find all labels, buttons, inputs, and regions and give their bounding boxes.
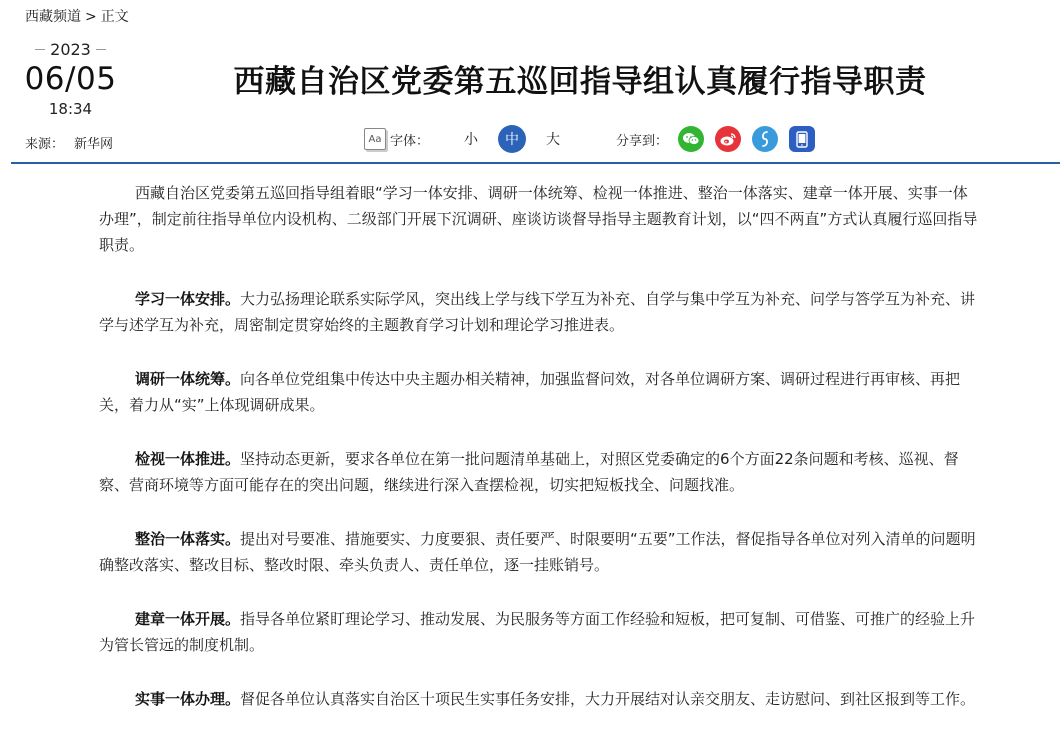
wechat-icon (682, 132, 700, 146)
publish-year: 2023 (50, 40, 91, 59)
paragraph-text: 大力弘扬理论联系实际学风，突出线上学与线下学互为补充、自学与集中学互为补充、问学与答学互为补充、讲学与述学互为补充，周密制定贯穿始终的主题教育学习计划和理论学习推进表。 (99, 290, 976, 334)
source-label: 来源： (25, 137, 65, 152)
paragraph-text: 提出对号要准、措施要实、力度要狠、责任要严、时限要明“五要”工作法，督促指导各单位对列入清单的问题明确整改落实、整改目标、整改时限、牵头负责人、责任单位，逐一挂账销号。 (99, 530, 976, 574)
paragraph (99, 366, 979, 418)
year-dash-right (96, 49, 106, 50)
paragraph (99, 526, 979, 578)
share-mobile-button[interactable] (789, 126, 815, 152)
paragraph-lead: 整治一体落实。 (135, 530, 241, 548)
paragraph (99, 686, 979, 712)
header-divider (11, 162, 1060, 164)
paragraph-text: 西藏自治区党委第五巡回指导组着眼“学习一体安排、调研一体统筹、检视一体推进、整治一体落实、建章一体开展、实事一体办理”，制定前往指导单位内设机构、二级部门开展下沉调研、座谈访谈督导指导主题教育计划，以“四不两直”方式认真履行巡回指导职责。 (99, 184, 978, 254)
publish-year-row (18, 40, 123, 59)
year-dash-left (35, 49, 45, 50)
paragraph-lead: 建章一体开展。 (135, 610, 241, 628)
paragraph-lead: 调研一体统筹。 (135, 370, 241, 388)
paragraph (99, 446, 979, 498)
mobile-icon (796, 131, 808, 148)
article-toolbar (364, 124, 826, 154)
paragraph-lead: 实事一体办理。 (135, 690, 241, 708)
share-link-button[interactable] (752, 126, 778, 152)
article-source (25, 133, 113, 152)
share-weibo-button[interactable] (715, 126, 741, 152)
breadcrumb (25, 6, 129, 26)
weibo-icon (719, 132, 737, 147)
article-body (99, 180, 979, 740)
font-size-large-button[interactable]: 大 (546, 132, 561, 148)
publish-month-day: 06/05 (24, 61, 117, 97)
breadcrumb-current: 正文 (100, 9, 129, 25)
publish-date (18, 40, 123, 118)
font-size-icon: Aa (364, 128, 386, 150)
font-size-medium-button[interactable]: 中 (498, 125, 526, 153)
paragraph (99, 180, 979, 258)
font-size-small-button[interactable]: 小 (464, 132, 479, 148)
article-title: 西藏自治区党委第五巡回指导组认真履行指导职责 (233, 64, 927, 100)
breadcrumb-channel-link[interactable]: 西藏频道 (25, 9, 81, 25)
share-label: 分享到： (616, 133, 669, 149)
paragraph-lead: 检视一体推进。 (135, 450, 241, 468)
paragraph-text: 督促各单位认真落实自治区十项民生实事任务安排，大力开展结对认亲交朋友、走访慰问、到社区报到等工作。 (240, 690, 976, 708)
paragraph (99, 286, 979, 338)
share-wechat-button[interactable] (678, 126, 704, 152)
paragraph-lead: 学习一体安排。 (135, 290, 241, 308)
font-size-label: 字体： (390, 133, 430, 149)
breadcrumb-separator: > (85, 9, 97, 25)
paragraph (99, 606, 979, 658)
paragraph-text: 指导各单位紧盯理论学习、推动发展、为民服务等方面工作经验和短板，把可复制、可借鉴、可推广的经验上升为管长管远的制度机制。 (99, 610, 976, 654)
paragraph-text: 向各单位党组集中传达中央主题办相关精神，加强监督问效，对各单位调研方案、调研过程进行再审核、再把关，着力从“实”上体现调研成果。 (99, 370, 961, 414)
paragraph-text: 坚持动态更新，要求各单位在第一批问题清单基础上，对照区党委确定的6个方面22条问题和考核、巡视、督察、营商环境等方面可能存在的突出问题，继续进行深入查摆检视，切实把短板找全、问题找准。 (99, 450, 959, 494)
link-icon (758, 131, 772, 147)
source-value: 新华网 (74, 137, 114, 152)
publish-time: 18:34 (48, 100, 93, 118)
